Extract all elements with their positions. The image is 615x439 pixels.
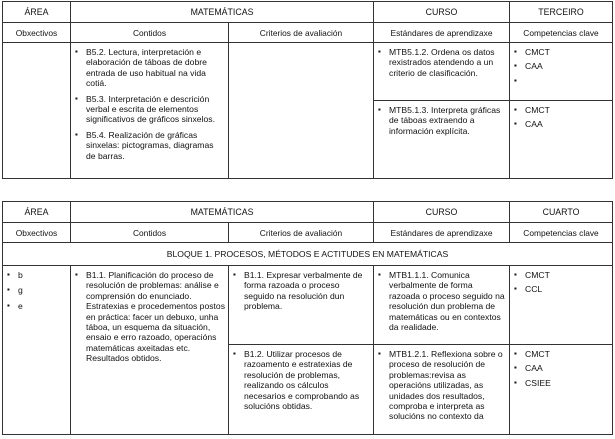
competence-item: ▪ CAA [514,119,609,129]
course-label: CURSO [374,2,510,23]
competences-cell [510,101,613,179]
objective-item: ▪ e [7,301,67,311]
criterion-item: ▪ B1.1. Expresar verbalmente de forma razoada o proceso seguido na resolución dun problema. [233,270,370,312]
subject-header: MATEMÁTICAS [71,2,374,23]
column-header-row [3,223,613,243]
competences-cell [510,345,613,435]
competence-item: ▪ CMCT [514,105,609,115]
area-header: ÁREA [3,2,71,23]
table-row [3,266,613,345]
criterion-cell [229,266,374,345]
contents-column-header: Contidos [71,223,229,243]
table-header-row [3,2,613,23]
standard-item: ▪ MTB5.1.3. Interpreta gráficas de táboas extraendo a información explícita. [378,105,506,136]
block-title: BLOQUE 1. PROCESOS, MÉTODOS E ACTITUDES EN MATEMÁTICAS [3,243,613,266]
area-header: ÁREA [3,202,71,223]
content-item: ▪ B5.3. Interpretación e descrición verbal e escrita de elementos significativos de gráficos sinxelos. [75,94,225,125]
subject-header: MATEMÁTICAS [71,202,374,223]
contents-cell [71,266,229,435]
competence-item: ▪ CAA [514,61,609,71]
course-value: CUARTO [510,202,613,223]
course-label: CURSO [374,202,510,223]
standard-cell [374,101,510,179]
contents-cell [71,43,229,179]
objectives-cell [3,266,71,435]
competences-column-header: Competencias clave [510,23,613,43]
competence-item: ▪ CSIEE [514,378,609,388]
standards-column-header: Estándares de aprendizaxe [374,23,510,43]
table-row [3,43,613,101]
competence-item: ▪ CAA [514,363,609,373]
competences-cell [510,266,613,345]
content-item: ▪ B5.2. Lectura, interpretación e elaboración de táboas de dobre entrada de uso habitual na vida cotiá. [75,47,225,89]
competence-item: ▪ CMCT [514,47,609,57]
competence-item: ▪ CMCT [514,270,609,280]
criterion-cell [229,345,374,435]
contents-column-header: Contidos [71,23,229,43]
column-header-row [3,23,613,43]
criteria-column-header: Criterios de avaliación [229,223,374,243]
standard-item: ▪ MTB1.1.1. Comunica verbalmente de forma razoada o proceso seguido na resolución dun problema de matemáticas ou en contextos da realidade. [378,270,506,332]
table-header-row [3,202,613,223]
competences-cell [510,43,613,101]
competence-item: ▪ CCL [514,284,609,294]
criteria-column-header: Criterios de avaliación [229,23,374,43]
standard-item: ▪ MTB5.1.2. Ordena os datos rexistrados atendendo a un criterio de clasificación. [378,47,506,78]
objective-item: ▪ b [7,270,67,280]
objectives-column-header: Obxectivos [3,23,71,43]
standard-cell [374,345,510,435]
block-title-row [3,243,613,266]
criterion-item: ▪ B1.2. Utilizar procesos de razoamento e estratexias de resolución de problemas, realizando os cálculos necesarios e comprobando as solucións obtidas. [233,349,370,411]
standard-item: ▪ MTB1.2.1. Reflexiona sobre o proceso de resolución de problemas:revisa as operacións utilizadas, as unidades dos resultados, comproba e interpreta as solucións no contexto da [378,349,506,422]
objectives-column-header: Obxectivos [3,223,71,243]
content-item: ▪ B5.4. Realización de gráficas sinxelas: pictogramas, diagramas de barras. [75,130,225,161]
criteria-cell [229,43,374,179]
content-item: ▪ B1.1. Planificación do proceso de resolución de problemas: análise e comprensión do enunciado. Estratexias e procedementos postos en práctica: facer un debuxo, unha táboa, un esquema da situación, ensaio e erro razoado, operacións matemáticas axeitadas etc. Resultados obtidos. [75,270,225,364]
objectives-cell [3,43,71,179]
competence-item: ▪ CMCT [514,349,609,359]
curriculum-table-cuarto [2,201,613,435]
curriculum-table-terceiro [2,1,613,179]
competence-item [514,76,609,86]
competences-column-header: Competencias clave [510,223,613,243]
standard-cell [374,43,510,101]
objective-item: ▪ g [7,285,67,295]
standards-column-header: Estándares de aprendizaxe [374,223,510,243]
standard-cell [374,266,510,345]
course-value: TERCEIRO [510,2,613,23]
